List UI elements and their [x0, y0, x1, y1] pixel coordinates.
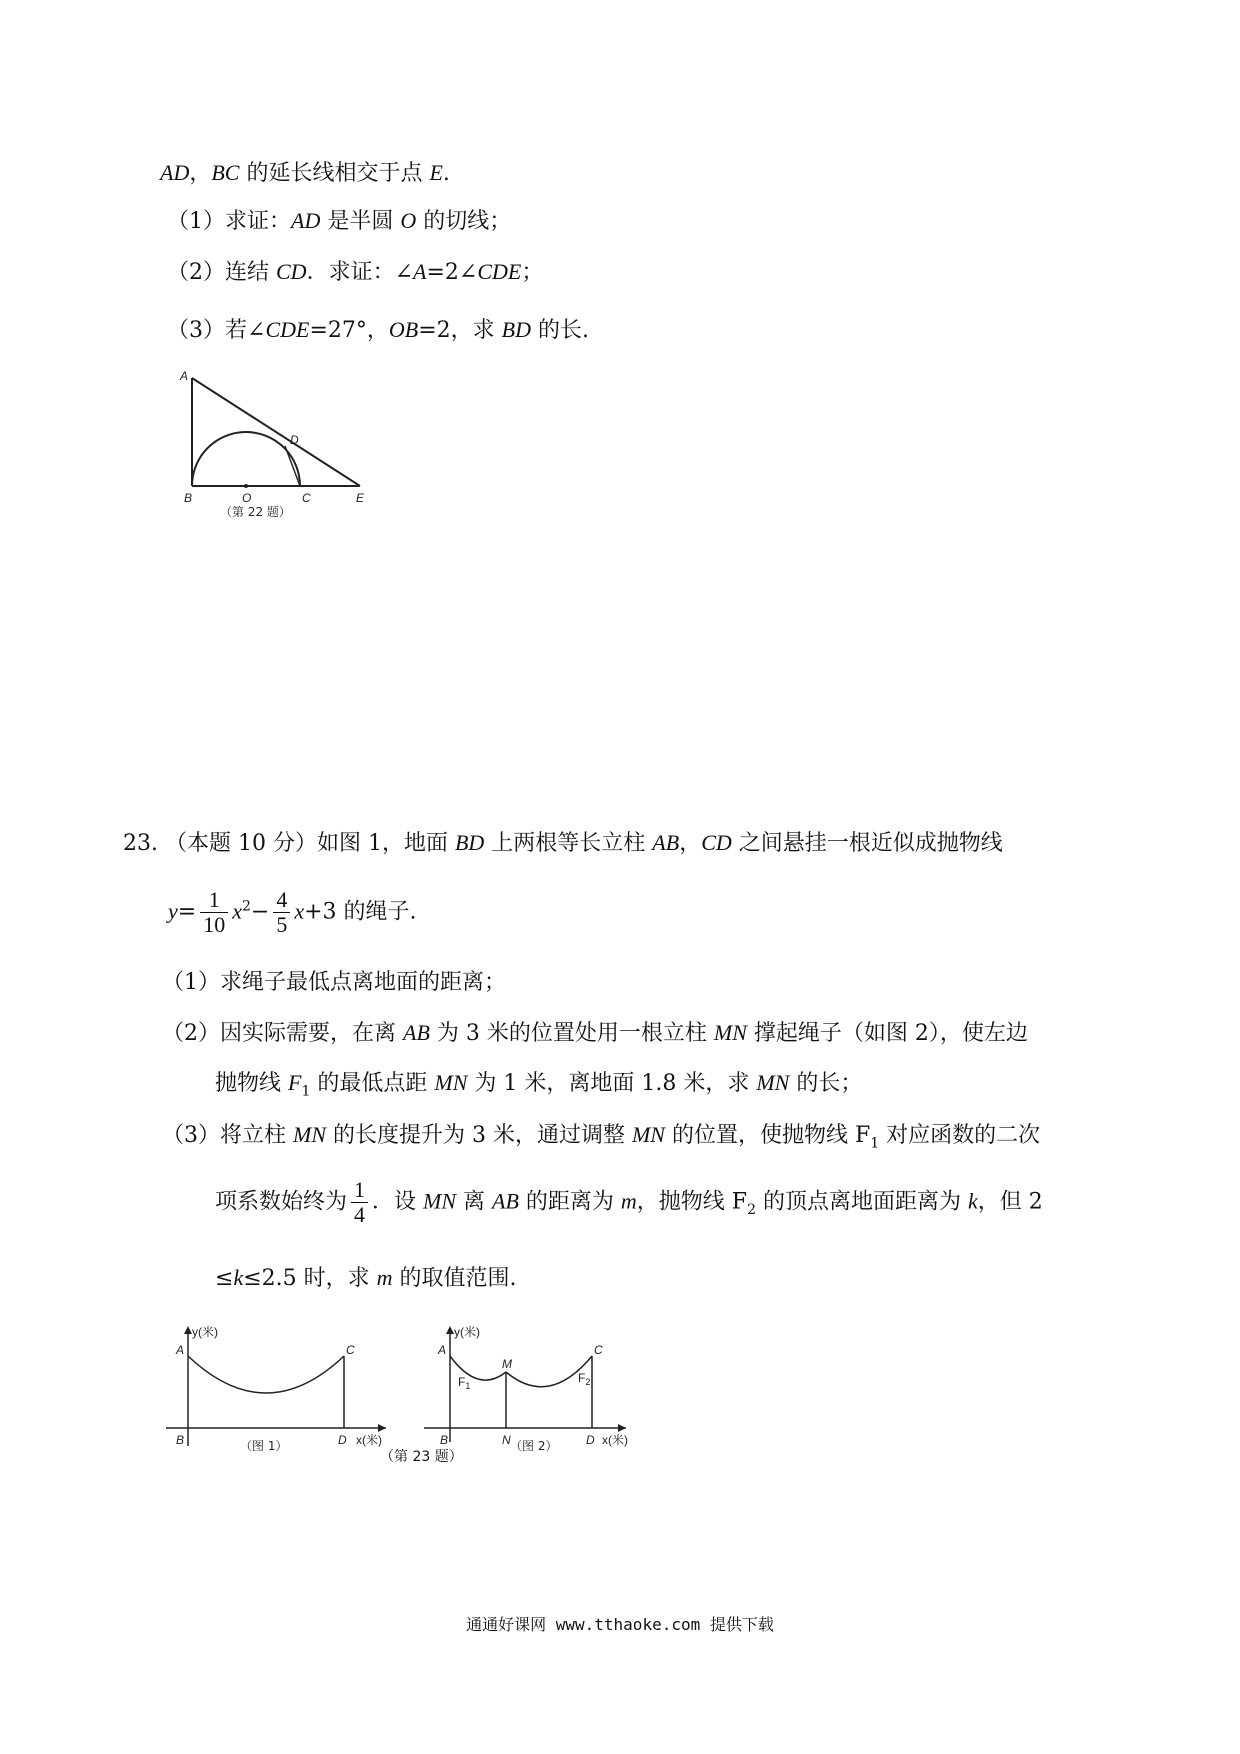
question-number: 23. — [123, 831, 158, 856]
x-axis-label: x(米) — [356, 1433, 382, 1447]
math-var: k — [233, 1265, 244, 1290]
math-op: − — [250, 899, 270, 925]
text: ， — [679, 831, 702, 856]
math-var: CD — [276, 259, 307, 284]
label-o: O — [242, 491, 252, 505]
math-var: MN — [713, 1020, 747, 1045]
q23-part3 — [162, 1122, 1040, 1152]
text: 的位置，使抛物线 F — [664, 1123, 871, 1148]
subscript: 1 — [870, 1135, 880, 1152]
math-var: AB — [652, 830, 680, 855]
fraction — [200, 888, 228, 937]
label-d: D — [338, 1433, 347, 1447]
math-var: F — [288, 1070, 302, 1095]
label-f1-letter: F — [458, 1375, 466, 1389]
y-axis-label: y(米) — [192, 1325, 218, 1339]
text: 的取值范围. — [392, 1266, 517, 1291]
q23-intro — [123, 830, 1003, 857]
math-var: m — [620, 1188, 637, 1214]
fraction — [351, 1178, 368, 1227]
label-f1-sub: 1 — [465, 1381, 471, 1391]
label-c: C — [302, 491, 311, 505]
subscript: 1 — [301, 1083, 311, 1100]
q23-part3-line3 — [215, 1265, 517, 1292]
math-var: E — [429, 160, 443, 185]
q23-figures-caption: （第 23 题） — [380, 1449, 463, 1465]
text: 的延长线相交于点 — [239, 161, 430, 186]
q23-part2 — [162, 1020, 1028, 1047]
label-b: B — [440, 1433, 449, 1447]
math-var: BD — [501, 317, 531, 342]
text: ，抛物线 F — [636, 1189, 748, 1215]
text: 之间悬挂一根近似成抛物线 — [731, 831, 1003, 856]
text: 的顶点离地面距离为 — [755, 1189, 968, 1215]
label-f2 — [578, 1371, 590, 1387]
text: ．设 — [372, 1189, 424, 1215]
math-var: MN — [631, 1122, 665, 1147]
q23-formula — [168, 888, 417, 937]
text: 的长. — [530, 318, 589, 343]
semicircle-o — [192, 432, 300, 486]
text: ； — [521, 260, 544, 285]
math-var: AB — [403, 1020, 430, 1045]
fraction — [273, 888, 290, 937]
text: 的最低点距 — [310, 1071, 435, 1096]
denominator: 10 — [203, 912, 226, 938]
math-var: O — [400, 208, 417, 233]
q22-continuation — [160, 160, 450, 187]
math-op: ≤ — [215, 1266, 234, 1291]
text: 为 1 米，离地面 1.8 米，求 — [467, 1071, 757, 1096]
math-var: x — [232, 898, 242, 924]
math-var: x — [294, 898, 305, 924]
label-a: A — [180, 369, 189, 383]
text: 抛物线 — [215, 1071, 288, 1096]
label-d: D — [290, 433, 299, 447]
math-var: CD — [701, 830, 732, 855]
math-var: MN — [423, 1188, 457, 1214]
label-e: E — [356, 491, 365, 505]
text: ， — [189, 161, 212, 186]
q22-figure — [170, 360, 380, 520]
text: 的切线； — [416, 209, 512, 234]
text: 撑起绳子（如图 2），使左边 — [746, 1021, 1028, 1046]
y-axis-label: y(米) — [454, 1325, 480, 1339]
q23-figure1 — [166, 1324, 386, 1453]
text: （3）将立柱 — [162, 1123, 293, 1148]
math-var: y — [168, 898, 178, 924]
y-axis-arrow-icon — [446, 1326, 454, 1334]
text: =2，求 — [418, 318, 502, 343]
q23-figure2 — [424, 1324, 628, 1453]
text: （3）若∠ — [167, 318, 266, 343]
numerator: 1 — [351, 1178, 368, 1203]
math-var: MN — [756, 1070, 790, 1095]
q22-part2 — [167, 259, 543, 286]
text: 离 — [456, 1189, 493, 1215]
y-axis-arrow-icon — [184, 1326, 192, 1334]
denominator: 4 — [354, 1202, 366, 1228]
text: （本题 10 分）如图 1，地面 — [165, 831, 455, 856]
label-n: N — [502, 1433, 511, 1447]
text: 的距离为 — [518, 1189, 621, 1215]
math-var: m — [376, 1265, 393, 1290]
text: ．求证：∠ — [306, 260, 413, 285]
text: 对应函数的二次 — [879, 1123, 1041, 1148]
segment-dc — [285, 446, 300, 486]
label-c: C — [346, 1343, 355, 1357]
math-var: CDE — [477, 259, 522, 284]
text: （2）因实际需要，在离 — [162, 1021, 403, 1046]
rope-parabola — [188, 1356, 344, 1393]
figure-caption: （第 22 题） — [220, 505, 291, 519]
text: （2）连结 — [167, 260, 276, 285]
label-b: B — [176, 1433, 185, 1447]
text: 为 3 米的位置处用一根立柱 — [429, 1021, 714, 1046]
text: ，但 2 — [977, 1189, 1043, 1215]
text: =2∠ — [426, 260, 478, 285]
math-var: k — [967, 1188, 978, 1214]
label-b: B — [184, 491, 193, 505]
math-var: AB — [492, 1188, 519, 1214]
text: 的绳子. — [336, 899, 417, 925]
math-var: AD — [160, 160, 190, 185]
math-var: AD — [291, 208, 321, 233]
q22-part3 — [167, 317, 589, 344]
math-var: MN — [434, 1070, 468, 1095]
figure-caption: （图 2） — [510, 1439, 558, 1453]
math-var: BD — [454, 830, 485, 855]
x-axis-label: x(米) — [602, 1433, 628, 1447]
figure-caption: （图 1） — [240, 1439, 288, 1453]
text: ≤2.5 时，求 — [243, 1266, 377, 1291]
label-a: A — [176, 1343, 185, 1357]
label-a: A — [438, 1343, 447, 1357]
numerator: 1 — [200, 888, 228, 913]
point-o — [244, 484, 248, 488]
denominator: 5 — [276, 912, 288, 938]
text: . — [442, 161, 450, 186]
label-f2-letter: F — [578, 1371, 586, 1385]
subscript: 2 — [747, 1202, 756, 1219]
math-var: BC — [211, 160, 240, 185]
math-var: A — [413, 259, 427, 284]
q22-part1 — [167, 208, 511, 235]
segment-ae — [192, 378, 360, 486]
numerator: 4 — [273, 888, 290, 913]
q23-figures — [160, 1320, 680, 1460]
q23-part2-line2 — [215, 1070, 862, 1100]
text: 项系数始终为 — [215, 1189, 348, 1215]
exponent: 2 — [241, 898, 251, 915]
page-footer: 通通好课网 www.tthaoke.com 提供下载 — [466, 1615, 774, 1634]
text: 的长； — [789, 1071, 863, 1096]
math-op: = — [177, 899, 197, 925]
x-axis-arrow-icon — [618, 1424, 626, 1432]
label-d: D — [586, 1433, 595, 1447]
q23-part1 — [162, 970, 506, 996]
math-term: +3 — [304, 899, 337, 925]
text: =27°， — [309, 318, 389, 343]
math-var: OB — [388, 317, 419, 342]
text: （1）求证： — [167, 209, 291, 234]
x-axis-arrow-icon — [378, 1424, 386, 1432]
label-f2-sub: 2 — [585, 1377, 591, 1387]
q23-part3-line2 — [215, 1178, 1043, 1227]
text: 是半圆 — [320, 209, 401, 234]
math-var: CDE — [265, 317, 310, 342]
label-f1 — [458, 1375, 470, 1391]
text: 的长度提升为 3 米，通过调整 — [326, 1123, 632, 1148]
label-c: C — [594, 1343, 603, 1357]
label-m: M — [502, 1357, 512, 1371]
text: 上两根等长立柱 — [484, 831, 653, 856]
math-var: MN — [293, 1122, 326, 1147]
text: （1）求绳子最低点离地面的距离； — [162, 970, 506, 995]
